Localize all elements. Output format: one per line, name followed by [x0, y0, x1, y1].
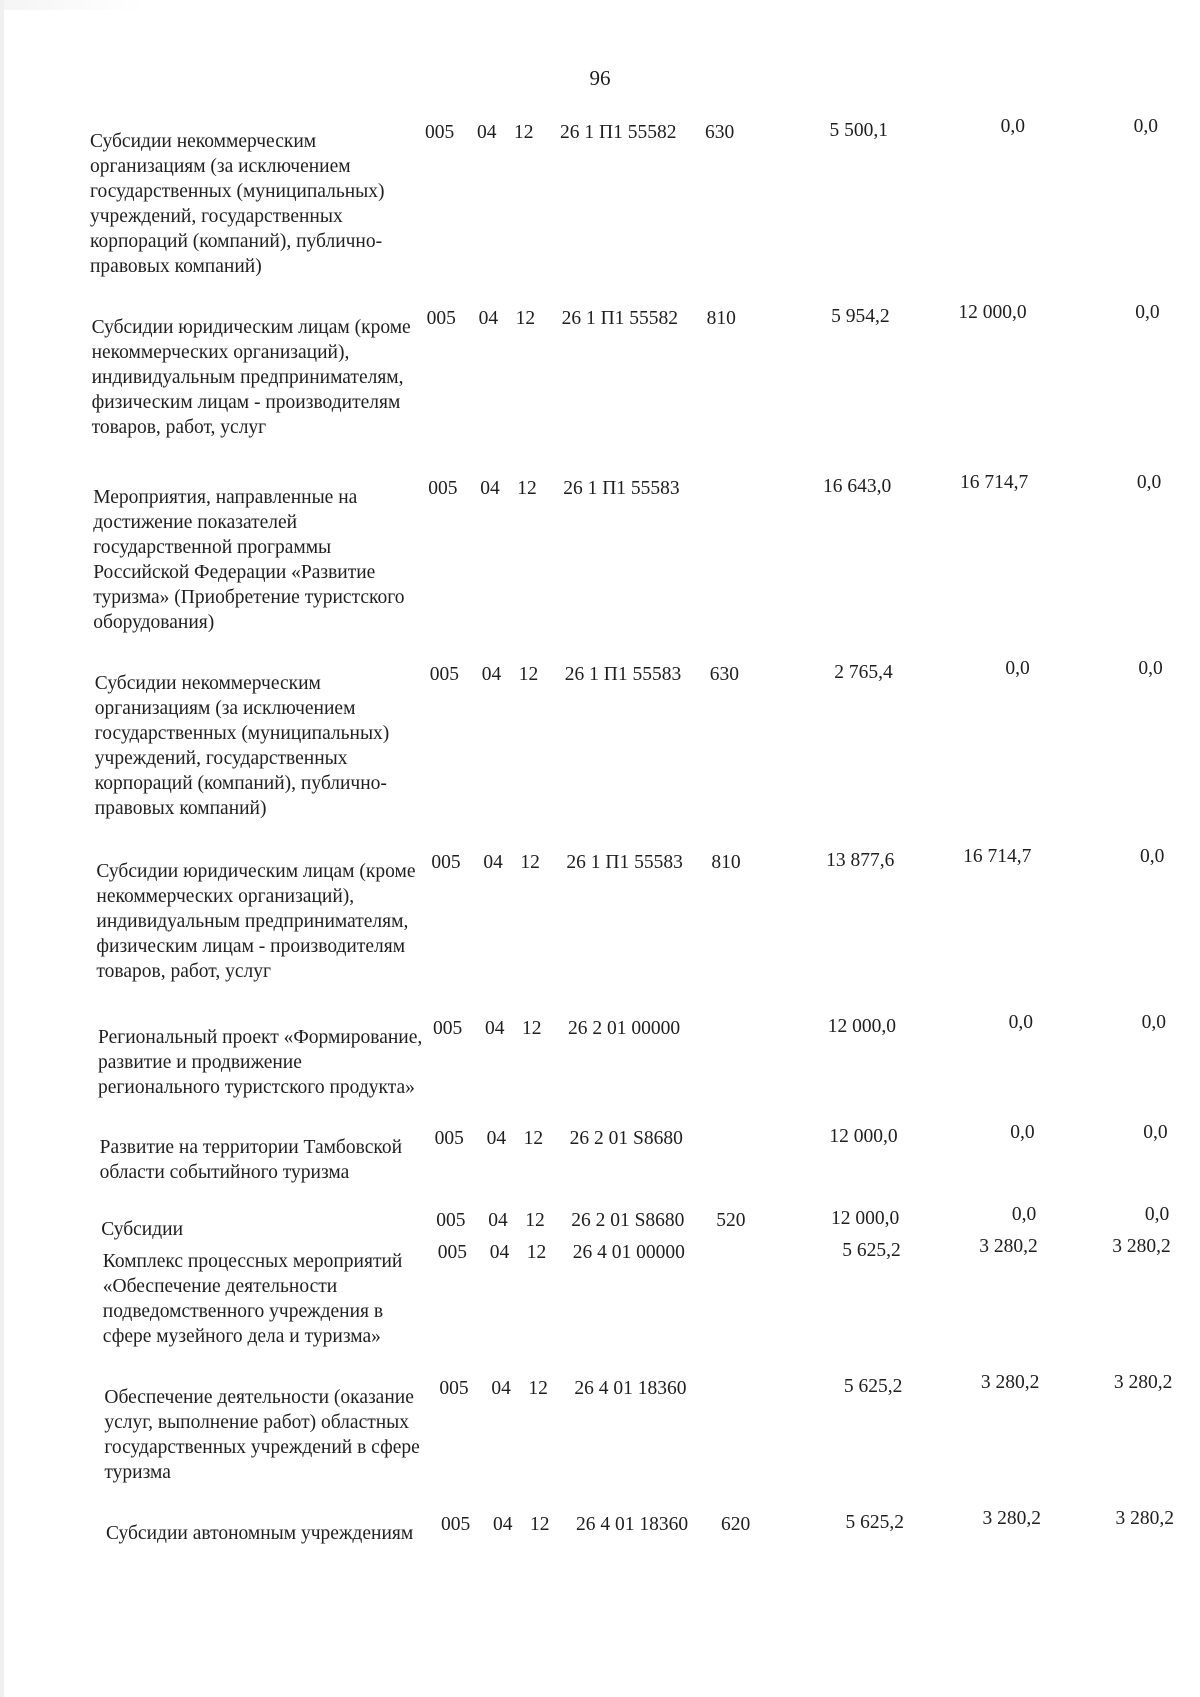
row-subsection-code: 12: [518, 664, 539, 685]
row-description: Комплекс процессных мероприятий «Обеспечение деятельности подведомственного учреждения в сфере музейного дела и туризма»: [102, 1251, 403, 1347]
row-expense-type: 810: [706, 308, 736, 329]
row-description: Обеспечение деятельности (оказание услуг, выполнение работ) областных государственных учреждений в сфере туризма: [104, 1387, 420, 1483]
row-gr-code: 005: [437, 1242, 468, 1263]
row-amount-year2: 0,0: [1008, 1012, 1033, 1033]
row-expense-type: 620: [721, 1514, 751, 1535]
row-subsection-code: 12: [514, 122, 534, 143]
row-amount-year3: 3 280,2: [1115, 1508, 1174, 1529]
row-amount-year1: 13 877,6: [826, 850, 895, 871]
row-amount-year3: 0,0: [1141, 1012, 1166, 1033]
row-subsection-code: 12: [520, 852, 540, 873]
row-subsection-code: 12: [528, 1378, 548, 1399]
scan-edge-top: [0, 0, 1200, 10]
row-amount-year1: 5 625,2: [842, 1240, 901, 1261]
row-expense-type: 630: [705, 122, 735, 143]
row-expense-type: 810: [711, 852, 741, 873]
row-amount-year3: 0,0: [1140, 846, 1165, 867]
row-section-code: 04: [489, 1242, 510, 1263]
row-expense-type: 520: [716, 1210, 746, 1231]
row-target-article: 26 1 П1 55583: [563, 478, 680, 499]
row-section-code: 04: [486, 1128, 507, 1149]
row-target-article: 26 4 01 18360: [574, 1378, 687, 1399]
row-gr-code: 005: [431, 852, 461, 873]
row-target-article: 26 2 01 S8680: [569, 1128, 683, 1149]
row-subsection-code: 12: [517, 478, 537, 499]
row-subsection-code: 12: [523, 1128, 544, 1149]
row-amount-year3: 0,0: [1138, 658, 1163, 679]
row-gr-code: 005: [429, 664, 460, 685]
row-amount-year2: 0,0: [1010, 1122, 1035, 1143]
row-subsection-code: 12: [522, 1018, 542, 1039]
row-amount-year2: 3 280,2: [980, 1372, 1040, 1393]
row-amount-year3: 0,0: [1136, 472, 1162, 493]
row-section-code: 04: [485, 1018, 505, 1039]
row-amount-year2: 3 280,2: [982, 1508, 1041, 1529]
row-gr-code: 005: [425, 122, 455, 143]
row-amount-year3: 0,0: [1143, 1122, 1168, 1143]
row-section-code: 04: [493, 1514, 513, 1535]
row-subsection-code: 12: [526, 1242, 547, 1263]
row-subsection-code: 12: [530, 1514, 550, 1535]
row-amount-year3: 0,0: [1135, 302, 1160, 323]
row-section-code: 04: [477, 122, 497, 143]
row-amount-year1: 5 625,2: [845, 1512, 904, 1533]
row-target-article: 26 1 П1 55583: [564, 664, 682, 685]
row-subsection-code: 12: [525, 1210, 545, 1231]
row-gr-code: 005: [441, 1514, 471, 1535]
row-amount-year2: 0,0: [1011, 1204, 1037, 1225]
row-amount-year1: 12 000,0: [827, 1016, 896, 1037]
row-amount-year1: 5 954,2: [831, 306, 890, 327]
page-number: 96: [589, 66, 611, 90]
row-amount-year3: 3 280,2: [1113, 1372, 1173, 1393]
row-amount-year1: 12 000,0: [830, 1208, 900, 1229]
row-amount-year1: 5 500,1: [829, 120, 888, 141]
row-amount-year3: 3 280,2: [1112, 1236, 1171, 1257]
row-target-article: 26 4 01 18360: [576, 1514, 689, 1535]
row-amount-year1: 2 765,4: [834, 662, 893, 683]
row-description: Субсидии некоммерческим организациям (за исключением государственных (муниципальных) учреждений, государственных корпораций (компаний), публично-правовых компаний): [94, 673, 390, 819]
row-description: Развитие на территории Тамбовской области событийного туризма: [99, 1137, 403, 1183]
row-description: Региональный проект «Формирование, развитие и продвижение регионального туристского продукта»: [98, 1027, 423, 1098]
row-amount-year2: 16 714,7: [959, 472, 1029, 493]
row-amount-year3: 0,0: [1133, 116, 1158, 137]
row-expense-type: 630: [709, 664, 740, 685]
row-amount-year2: 16 714,7: [963, 846, 1032, 867]
row-gr-code: 005: [436, 1210, 466, 1231]
row-target-article: 26 2 01 S8680: [571, 1210, 685, 1231]
row-gr-code: 005: [434, 1128, 464, 1149]
row-gr-code: 005: [426, 308, 456, 329]
row-gr-code: 005: [428, 478, 458, 499]
row-description: Субсидии автономным учреждениям: [106, 1523, 414, 1544]
row-description: Субсидии юридическим лицам (кроме некоммерческих организаций), индивидуальным предпринимателям, физическим лицам - производителям товаров, работ, услуг: [96, 861, 416, 982]
row-amount-year2: 0,0: [1000, 116, 1025, 137]
row-amount-year3: 0,0: [1144, 1204, 1170, 1225]
row-gr-code: 005: [433, 1018, 463, 1039]
row-target-article: 26 1 П1 55582: [561, 308, 679, 329]
row-section-code: 04: [481, 664, 502, 685]
row-subsection-code: 12: [515, 308, 536, 329]
row-amount-year1: 12 000,0: [829, 1126, 898, 1147]
row-target-article: 26 1 П1 55583: [566, 852, 683, 873]
row-amount-year2: 0,0: [1005, 658, 1030, 679]
row-section-code: 04: [491, 1378, 511, 1399]
row-description: Субсидии юридическим лицам (кроме некоммерческих организаций), индивидуальным предпринимателям, физическим лицам - производителям товаров, работ, услуг: [91, 317, 411, 438]
row-amount-year1: 16 643,0: [822, 476, 892, 497]
row-target-article: 26 1 П1 55582: [560, 122, 677, 143]
row-description: Мероприятия, направленные на достижение показателей государственной программы Российской Федерации «Развитие туризма» (Приобретение туристского оборудования): [93, 487, 405, 633]
row-description: Субсидии: [101, 1219, 184, 1240]
row-section-code: 04: [483, 852, 503, 873]
row-amount-year2: 12 000,0: [958, 302, 1027, 323]
row-description: Субсидии некоммерческим организациям (за исключением государственных (муниципальных) учреждений, государственных корпораций (компаний), публично-правовых компаний): [90, 131, 385, 277]
row-section-code: 04: [488, 1210, 508, 1231]
row-gr-code: 005: [439, 1378, 469, 1399]
row-target-article: 26 4 01 00000: [572, 1242, 685, 1263]
row-section-code: 04: [480, 478, 500, 499]
row-section-code: 04: [478, 308, 499, 329]
scan-edge-left: [0, 0, 4, 1697]
row-amount-year1: 5 625,2: [843, 1376, 903, 1397]
row-target-article: 26 2 01 00000: [568, 1018, 681, 1039]
row-amount-year2: 3 280,2: [979, 1236, 1038, 1257]
